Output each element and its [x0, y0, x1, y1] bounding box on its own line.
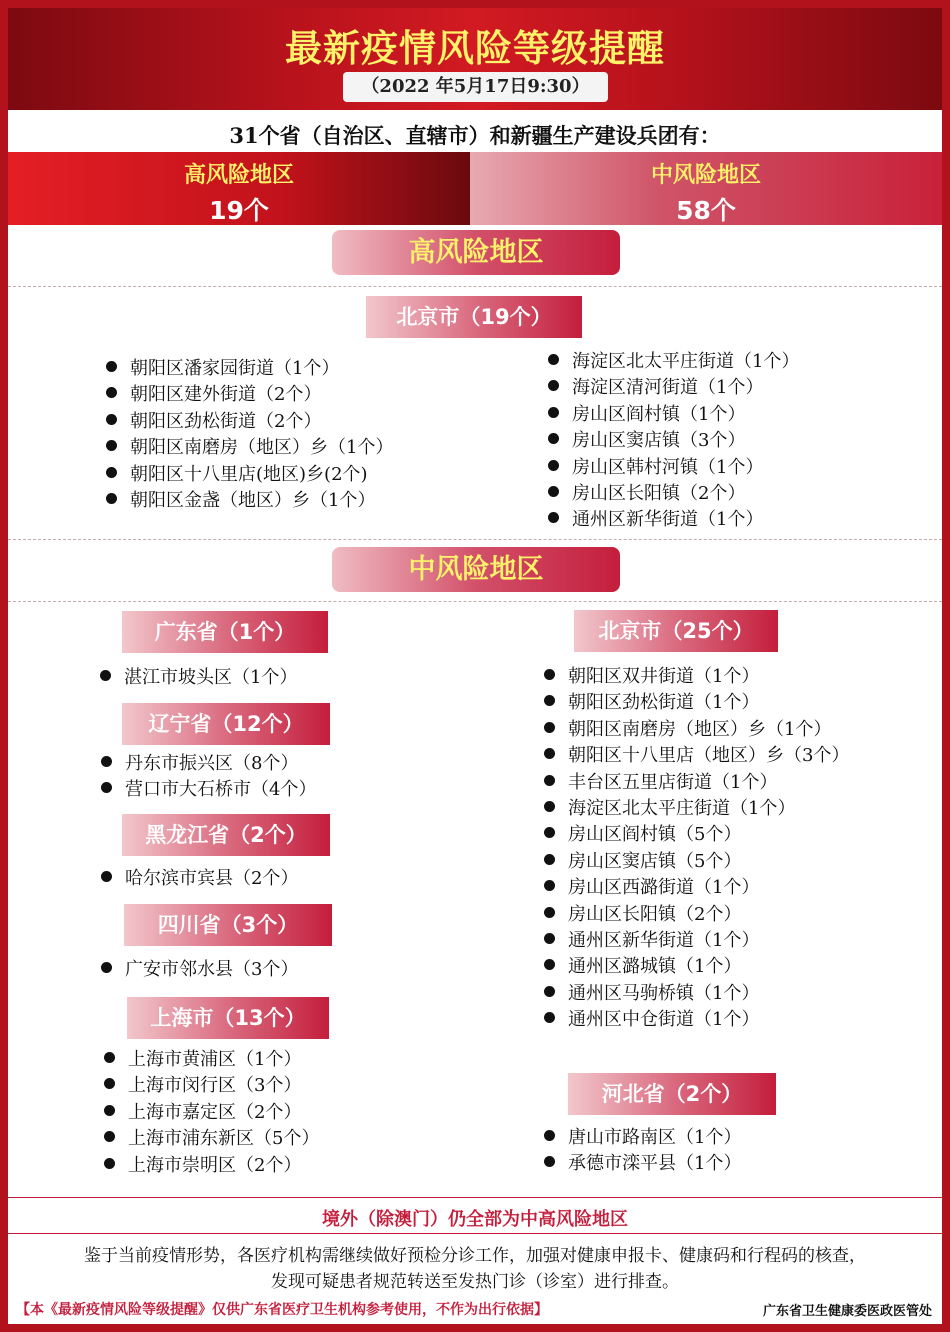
list-item [544, 902, 849, 928]
list-item [101, 777, 316, 803]
region-tag-liaoning: 辽宁省（12个） [122, 703, 330, 745]
list-item [544, 822, 849, 848]
beijing-mid-list [544, 664, 849, 1033]
list-item-text: 朝阳区十八里店（地区）乡（3个） [568, 745, 850, 767]
bullet-icon [104, 1078, 115, 1089]
list-item [100, 665, 297, 691]
list-item-text: 朝阳区劲松街道（1个） [568, 692, 760, 714]
list-item [106, 435, 393, 461]
mid-risk-summary-label: 中风险地区 [650, 163, 761, 188]
list-item-text: 朝阳区潘家园街道（1个） [130, 358, 340, 379]
region-tag-hebei: 河北省（2个） [568, 1073, 776, 1115]
bullet-icon [544, 1130, 555, 1141]
bullet-icon [106, 387, 117, 398]
sichuan-list [101, 957, 298, 983]
list-item-text: 朝阳区南磨房（地区）乡（1个） [130, 437, 394, 459]
source-agency: 广东省卫生健康委医政医管处 [762, 1304, 932, 1319]
bullet-icon [544, 695, 555, 706]
mid-risk-summary-count: 58个 [676, 196, 736, 225]
list-item [106, 382, 393, 408]
divider [8, 286, 942, 287]
list-item-text: 广安市邻水县（3个） [125, 959, 299, 980]
list-item-text: 朝阳区南磨房（地区）乡（1个） [568, 718, 832, 740]
notice-line: 鉴于当前疫情形势，各医疗机构需继续做好预检分诊工作，加强对健康申报卡、健康码和行程码的核查， [84, 1246, 866, 1266]
list-item [548, 402, 799, 428]
bullet-icon [106, 414, 117, 425]
disclaimer: 【本《最新疫情风险等级提醒》仅供广东省医疗卫生机构参考使用，不作为出行依据】 [16, 1302, 548, 1318]
bullet-icon [106, 493, 117, 504]
bullet-icon [101, 782, 112, 793]
list-item-text: 丰台区五里店街道（1个） [568, 771, 778, 793]
bullet-icon [548, 433, 559, 444]
list-item [544, 954, 849, 980]
list-item-text: 海淀区北太平庄街道（1个） [568, 797, 796, 819]
bullet-icon [548, 512, 559, 523]
list-item-text: 房山区阎村镇（5个） [568, 824, 742, 846]
list-item-text: 上海市黄浦区（1个） [128, 1049, 302, 1070]
date-label: （2022 年5月17日9:30） [343, 72, 608, 102]
divider [8, 601, 942, 602]
guangdong-list [100, 665, 297, 691]
bullet-icon [544, 880, 555, 891]
notice-poster [8, 8, 942, 1324]
list-item-text: 承德市滦平县（1个） [568, 1153, 742, 1175]
list-item [106, 356, 393, 382]
bullet-icon [548, 380, 559, 391]
list-item [544, 664, 849, 690]
bullet-icon [101, 871, 112, 882]
list-item-text: 上海市浦东新区（5个） [128, 1128, 320, 1150]
list-item-text: 上海市嘉定区（2个） [128, 1101, 302, 1123]
bullet-icon [106, 440, 117, 451]
list-item [544, 1007, 849, 1033]
list-item [101, 957, 298, 983]
list-item-text: 通州区新华街道（1个） [572, 509, 764, 531]
overseas-note: 境外（除澳门）仍全部为中高风险地区 [322, 1209, 628, 1230]
list-item [548, 428, 799, 454]
list-item [544, 743, 849, 769]
bullet-icon [544, 854, 555, 865]
mid-risk-summary [470, 152, 942, 225]
list-item [104, 1153, 319, 1179]
list-item [104, 1047, 319, 1073]
list-item [544, 796, 849, 822]
list-item [548, 375, 799, 401]
list-item [106, 488, 393, 514]
region-tag-heilongjiang: 黑龙江省（2个） [122, 814, 330, 856]
bullet-icon [548, 486, 559, 497]
list-item [544, 981, 849, 1007]
list-item-text: 房山区长阳镇（2个） [572, 482, 746, 504]
list-item-text: 上海市崇明区（2个） [128, 1154, 302, 1176]
list-item-text: 房山区窦店镇（3个） [572, 430, 746, 452]
list-item [544, 690, 849, 716]
high-risk-summary-count: 19个 [209, 196, 269, 225]
list-item [101, 751, 316, 777]
list-item-text: 房山区韩村河镇（1个） [572, 456, 764, 478]
list-item-text: 朝阳区劲松街道（2个） [130, 410, 322, 432]
high-risk-summary [8, 152, 470, 225]
bullet-icon [101, 962, 112, 973]
bullet-icon [106, 361, 117, 372]
bullet-icon [544, 907, 555, 918]
list-item-text: 海淀区清河街道（1个） [572, 377, 764, 399]
bullet-icon [100, 670, 111, 681]
bullet-icon [544, 933, 555, 944]
high-risk-section-title: 高风险地区 [332, 230, 620, 275]
region-tag-beijing-mid: 北京市（25个） [574, 610, 778, 652]
list-item [106, 409, 393, 435]
bullet-icon [544, 801, 555, 812]
shanghai-list [104, 1047, 319, 1179]
list-item-text: 湛江市坡头区（1个） [124, 667, 298, 688]
bullet-icon [548, 354, 559, 365]
list-item-text: 唐山市路南区（1个） [568, 1127, 742, 1148]
region-tag-beijing-high: 北京市（19个） [366, 296, 582, 338]
list-item [548, 507, 799, 533]
bullet-icon [101, 756, 112, 767]
list-item [544, 928, 849, 954]
footer-divider [8, 1233, 942, 1234]
high-risk-summary-label: 高风险地区 [183, 163, 294, 188]
region-tag-shanghai: 上海市（13个） [127, 997, 329, 1039]
list-item-text: 通州区新华街道（1个） [568, 929, 760, 951]
list-item [544, 717, 849, 743]
bullet-icon [544, 986, 555, 997]
bullet-icon [544, 1012, 555, 1023]
list-item-text: 海淀区北太平庄街道（1个） [572, 351, 800, 372]
list-item [104, 1073, 319, 1099]
bullet-icon [544, 669, 555, 680]
notice-text [8, 1243, 942, 1295]
list-item-text: 通州区马驹桥镇（1个） [568, 982, 760, 1004]
list-item-text: 朝阳区双井街道（1个） [568, 666, 760, 687]
list-item [548, 349, 799, 375]
list-item-text: 房山区阎村镇（1个） [572, 403, 746, 425]
list-item [544, 1125, 741, 1151]
bullet-icon [104, 1052, 115, 1063]
region-tag-guangdong: 广东省（1个） [122, 611, 328, 653]
footer-divider [8, 1197, 942, 1198]
bullet-icon [544, 827, 555, 838]
list-item-text: 朝阳区建外街道（2个） [130, 384, 322, 406]
header-banner [8, 8, 942, 110]
divider [8, 539, 942, 540]
page-title: 最新疫情风险等级提醒 [285, 26, 665, 70]
list-item-text: 丹东市振兴区（8个） [125, 753, 299, 774]
list-item [544, 1151, 741, 1177]
list-item [106, 462, 393, 488]
list-item-text: 通州区潞城镇（1个） [568, 956, 742, 978]
list-item [544, 770, 849, 796]
list-item [544, 849, 849, 875]
list-item-text: 朝阳区十八里店(地区)乡(2个) [130, 463, 368, 485]
list-item-text: 房山区窦店镇（5个） [568, 850, 742, 872]
mid-risk-section-title: 中风险地区 [332, 547, 620, 592]
list-item-text: 房山区长阳镇（2个） [568, 903, 742, 925]
bullet-icon [548, 460, 559, 471]
bullet-icon [104, 1105, 115, 1116]
bullet-icon [544, 1156, 555, 1167]
list-item [544, 875, 849, 901]
liaoning-list [101, 751, 316, 804]
subheading: 31个省（自治区、直辖市）和新疆生产建设兵团有： [229, 123, 721, 148]
notice-line: 发现可疑患者规范转送至发热门诊（诊室）进行排查。 [271, 1272, 679, 1292]
list-item-text: 哈尔滨市宾县（2个） [125, 868, 299, 889]
list-item-text: 营口市大石桥市（4个） [125, 779, 317, 801]
bullet-icon [544, 722, 555, 733]
list-item [101, 866, 298, 892]
list-item-text: 通州区中仓街道（1个） [568, 1009, 760, 1031]
list-item [104, 1126, 319, 1152]
bullet-icon [544, 748, 555, 759]
hebei-list [544, 1125, 741, 1178]
high-risk-list-right [548, 349, 799, 534]
bullet-icon [548, 407, 559, 418]
bullet-icon [106, 467, 117, 478]
bullet-icon [104, 1158, 115, 1169]
region-tag-sichuan: 四川省（3个） [124, 904, 332, 946]
list-item [548, 481, 799, 507]
list-item [104, 1100, 319, 1126]
list-item-text: 房山区西潞街道（1个） [568, 877, 760, 899]
list-item-text: 上海市闵行区（3个） [128, 1075, 302, 1097]
list-item-text: 朝阳区金盏（地区）乡（1个） [130, 489, 376, 511]
list-item [548, 455, 799, 481]
bullet-icon [104, 1131, 115, 1142]
heilongjiang-list [101, 866, 298, 892]
bullet-icon [544, 775, 555, 786]
high-risk-list-left [106, 356, 393, 514]
bullet-icon [544, 959, 555, 970]
